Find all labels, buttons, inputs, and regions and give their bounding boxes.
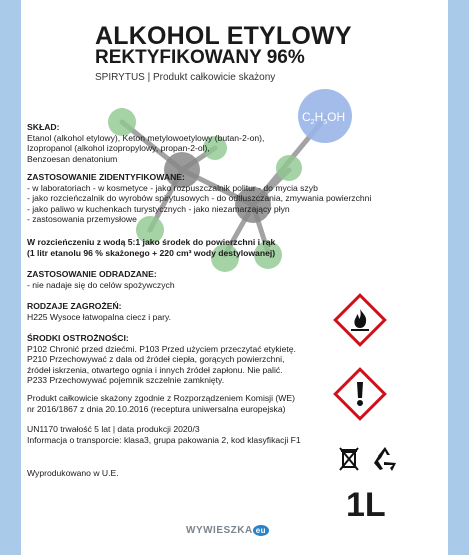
text-line: P102 Chronić przed dziećmi. P103 Przed użyciem przeczytać etykietę. [27,343,296,354]
brand-watermark [186,525,269,536]
composition-section [27,122,264,164]
text-line: Benzoesan denatonium [27,153,118,164]
text-line: - jako rozcieńczalnik do wyrobów spirytusowych - do odtłuszczania, zmywania powierzchni [27,193,372,204]
text-line: - w laboratoriach - w kosmetyce - jako rozpuszczalnik politur - do mycia szyb [27,182,318,193]
text-line: Izopropanol (alkohol izopropylowy, propan-2-ol), [27,143,210,154]
section-heading: ZASTOSOWANIE ODRADZANE: [27,269,157,279]
section-heading: ZASTOSOWANIE ZIDENTYFIKOWANE: [27,172,185,182]
regulation-section [27,393,295,414]
text-line: - nie nadaje się do celów spożywczych [27,279,175,290]
volume-label: 1L [346,486,386,524]
discouraged-section [27,269,175,290]
product-title: ALKOHOL ETYLOWY [95,22,352,50]
precautions-section [27,333,296,386]
text-line: źródeł iskrzenia, otwartego ognia i innych źródeł zapłonu. Nie palić. [27,364,283,375]
text-line: Etanol (alkohol etylowy), Keton metylowoetylowy (butan-2-on), [27,132,265,143]
text-line: (1 litr etanolu 96 % skażonego + 220 cm³ wody destylowanej) [27,247,276,258]
made-in-text: Wyprodukowano w U.E. [27,468,119,478]
usage-section [27,172,371,225]
product-subtitle: SPIRYTUS | Produkt całkowicie skażony [95,72,276,83]
text-line: - zastosowania przemysłowe [27,214,137,225]
text-line: H225 Wysoce łatwopalna ciecz i pary. [27,311,172,322]
text-line: nr 2016/1867 z dnia 20.10.2016 (receptura uniwersalna europejska) [27,403,286,414]
text-line: Produkt całkowicie skażony zgodnie z Rozporządzeniem Komisji (WE) [27,393,295,403]
text-line: Informacja o transporcie: klasa3, grupa pakowania 2, kod klasyfikacji F1 [27,434,301,445]
product-title-line2: REKTYFIKOWANY 96% [95,47,305,68]
section-heading: SKŁAD: [27,122,60,132]
text-line: P210 Przechowywać z dala od źródeł ciepła, gorących powierzchni, [27,354,285,365]
section-heading: ŚRODKI OSTROŻNOŚCI: [27,333,129,343]
brand-text: WYWIESZKA [186,525,253,536]
text-line: W rozcieńczeniu z wodą 5:1 jako środek do powierzchni i rąk [27,237,276,247]
dilution-section [27,237,275,258]
text-line: - jako paliwo w kuchenkach turystycznych - jako niezamarzający płyn [27,203,290,214]
transport-section [27,424,301,445]
chemical-formula: $C_2H_5OH$ [302,110,346,126]
recycle-icon [371,445,399,473]
text-line: P233 Przechowywać pojemnik szczelnie zamknięty. [27,375,225,386]
brand-eu-badge: eu [253,525,269,536]
text-line: UN1170 trwałość 5 lat | data produkcji 2020/3 [27,424,200,434]
section-heading: RODZAJE ZAGROŻEŃ: [27,301,122,311]
hazards-section [27,301,171,322]
crossed-bin-icon [338,446,360,472]
